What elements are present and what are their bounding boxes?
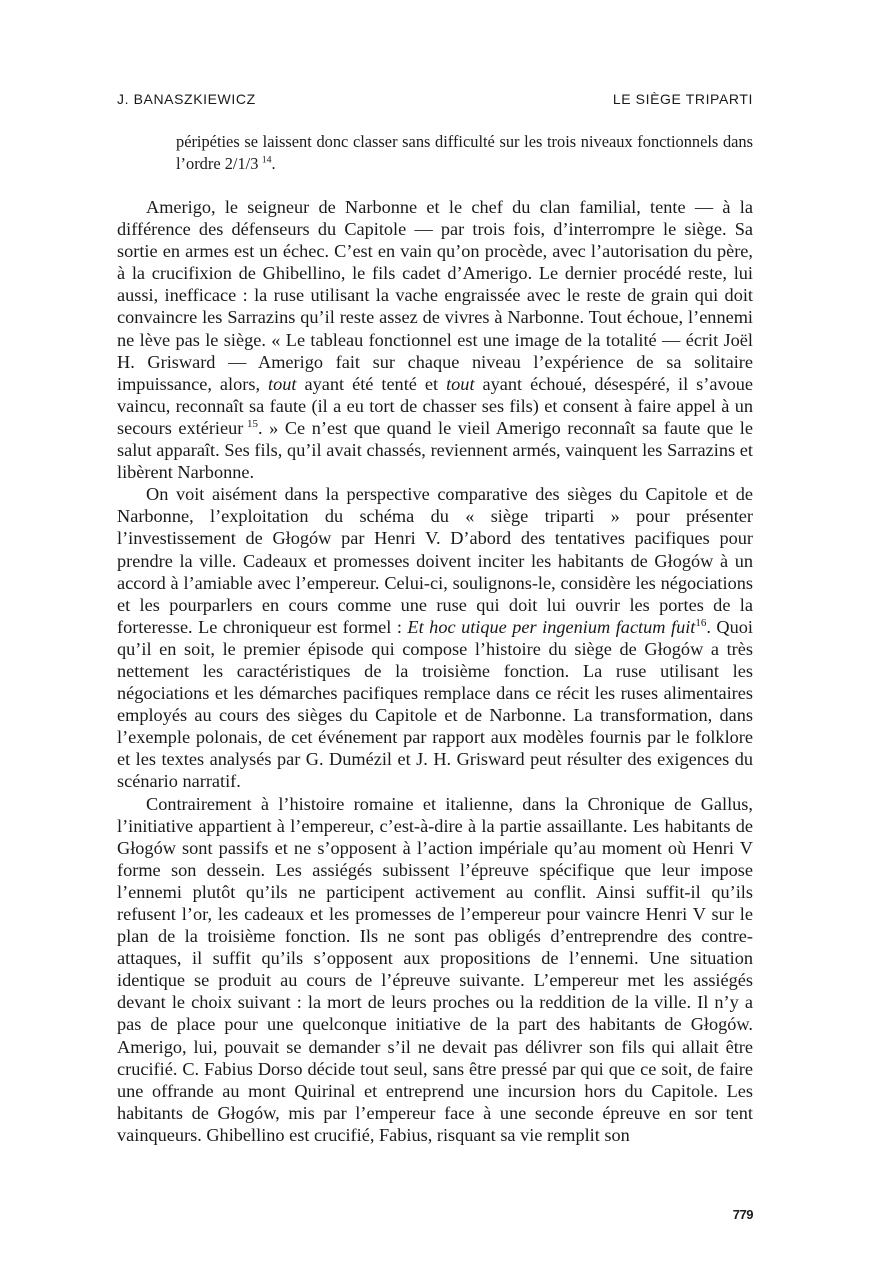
footnote-ref-16: 16 [695, 616, 707, 629]
page-number: 779 [732, 1207, 753, 1222]
paragraph-3-text: Contrairement à l’histoire romaine et italienne, dans la Chronique de Gallus, l’initiative appartient à l’empereur, c’est-à-dire à la partie assaillante. Les habitants de Głogów sont passifs et ne s’opposent à l’action impériale qu’au moment où Henri V forme son dessein. Les assiégés subissent l’épreuve spécifique que leur impose l’ennemi plutôt qu’ils ne participent activement au conflit. Ainsi suffit-il qu’ils refusent l’or, les cadeaux et les promesses de l’empereur pour vaincre Henri V sur le plan de la troisième fonction. Ils ne sont pas obligés d’entreprendre des contre-attaques, il suffit qu’ils s’opposent aux propositions de l’ennemi. Une situation identique se produit au cours de l’épreuve suivante. L’empereur met les assiégés devant le choix suivant : la mort de leurs proches ou la reddition de la ville. Il n’y a pas de place pour une quelconque initiative de la part des habitants de Głogów. Amerigo, lui, pouvait se demander s’il ne devait pas délivrer son fils qui allait être crucifié. C. Fabius Dorso décide tout seul, sans être pressé par qui que ce soit, de faire une offrande au mont Quirinal et entreprend une incursion hors du Capitole. Les habitants de Głogów, mis par l’empereur face à une seconde épreuve en sor tent vainqueurs. Ghibellino est crucifié, Fabius, risquant sa vie remplit son [117, 793, 753, 1145]
paragraph-2 [117, 483, 753, 792]
paragraph-1 [117, 196, 753, 483]
header-running-title: LE SIÈGE TRIPARTI [612, 91, 753, 107]
paragraph-2-text-b: . Quoi qu’il en soit, le premier épisode qui compose l’histoire du siège de Głogów a très nettement les caractéristiques de la troisième fonction. La ruse utilisant les négociations et les démarches pacifiques remplace dans ce récit les ruses alimentaires employés au cours des sièges du Capitole et de Narbonne. La transformation, dans l’exemple polonais, de cet événement par rapport aux modèles fournis par le folklore et les textes analysés par G. Dumézil et J. H. Grisward peut résulter des exigences du scénario narratif. [117, 616, 753, 792]
header-author: J. BANASZKIEWICZ [117, 91, 256, 107]
paragraph-2-latin-quote: Et hoc utique per ingenium factum fuit [407, 616, 696, 637]
footnote-ref-15: 15 [247, 417, 258, 430]
block-quote: péripéties se laissent donc classer sans difficulté sur les trois niveaux fonctionnels dans l’ordre 2/1/3 $^{14}$. [176, 132, 753, 173]
paragraph-1-text-c: ayant échoué, désespéré, il s’avoue vaincu, reconnaît sa faute (il a eu tort de chasser ses fils) et consent à faire appel à un secours extérieur [117, 373, 754, 438]
paragraph-1-text-d: . » Ce n’est que quand le vieil Amerigo reconnaît sa faute que le salut apparaît. Ses fils, qu’il avait chassés, reviennent armés, vainquent les Sarrazins et libèrent Narbonne. [117, 417, 753, 483]
body-text [117, 196, 753, 1146]
paragraph-1-emphasis-b: tout [446, 373, 475, 394]
paragraph-1-text-b: ayant été tenté et [304, 373, 439, 394]
paragraph-1-text-a: Amerigo, le seigneur de Narbonne et le chef du clan familial, tente — à la différence des défenseurs du Capitole — par trois fois, d’interrompre le siège. Sa sortie en armes est un échec. C’est en vain qu’on procède, avec l’autorisation du père, à la crucifixion de Ghibellino, le fils cadet d’Amerigo. Le dernier procédé reste, lui aussi, inefficace : la ruse utilisant la vache engraissée avec le reste de grain qui doit convaincre les Sarrazins qu’il reste assez de vivres à Narbonne. Tout échoue, l’ennemi ne lève pas le siège. « Le tableau fonctionnel est une image de la totalité — écrit Joël H. Grisward — Amerigo fait sur chaque niveau l’expérience de sa solitaire impuissance, alors, [117, 197, 753, 394]
quote-text: péripéties se laissent donc classer sans difficulté sur les trois niveaux fonctionnels dans l’ordre 2/1/3 [176, 132, 753, 173]
running-header [117, 91, 753, 111]
paragraph-2-text-a: On voit aisément dans la perspective comparative des sièges du Capitole et de Narbonne, l’exploitation du schéma du « siège triparti » pour présenter l’investissement de Głogów par Henri V. D’abord des tentatives pacifiques pour prendre la ville. Cadeaux et promesses doivent inciter les habitants de Głogów à un accord à l’amiable avec l’empereur. Celui-ci, soulignons-le, considère les négociations et les pourparlers en cours comme une ruse qui doit lui ouvrir les portes de la forteresse. Le chroniqueur est formel : [117, 484, 753, 637]
paragraph-3 [117, 793, 753, 1147]
paragraph-1-emphasis-a: tout [268, 373, 297, 394]
footnote-ref-14: 14 [261, 154, 272, 166]
